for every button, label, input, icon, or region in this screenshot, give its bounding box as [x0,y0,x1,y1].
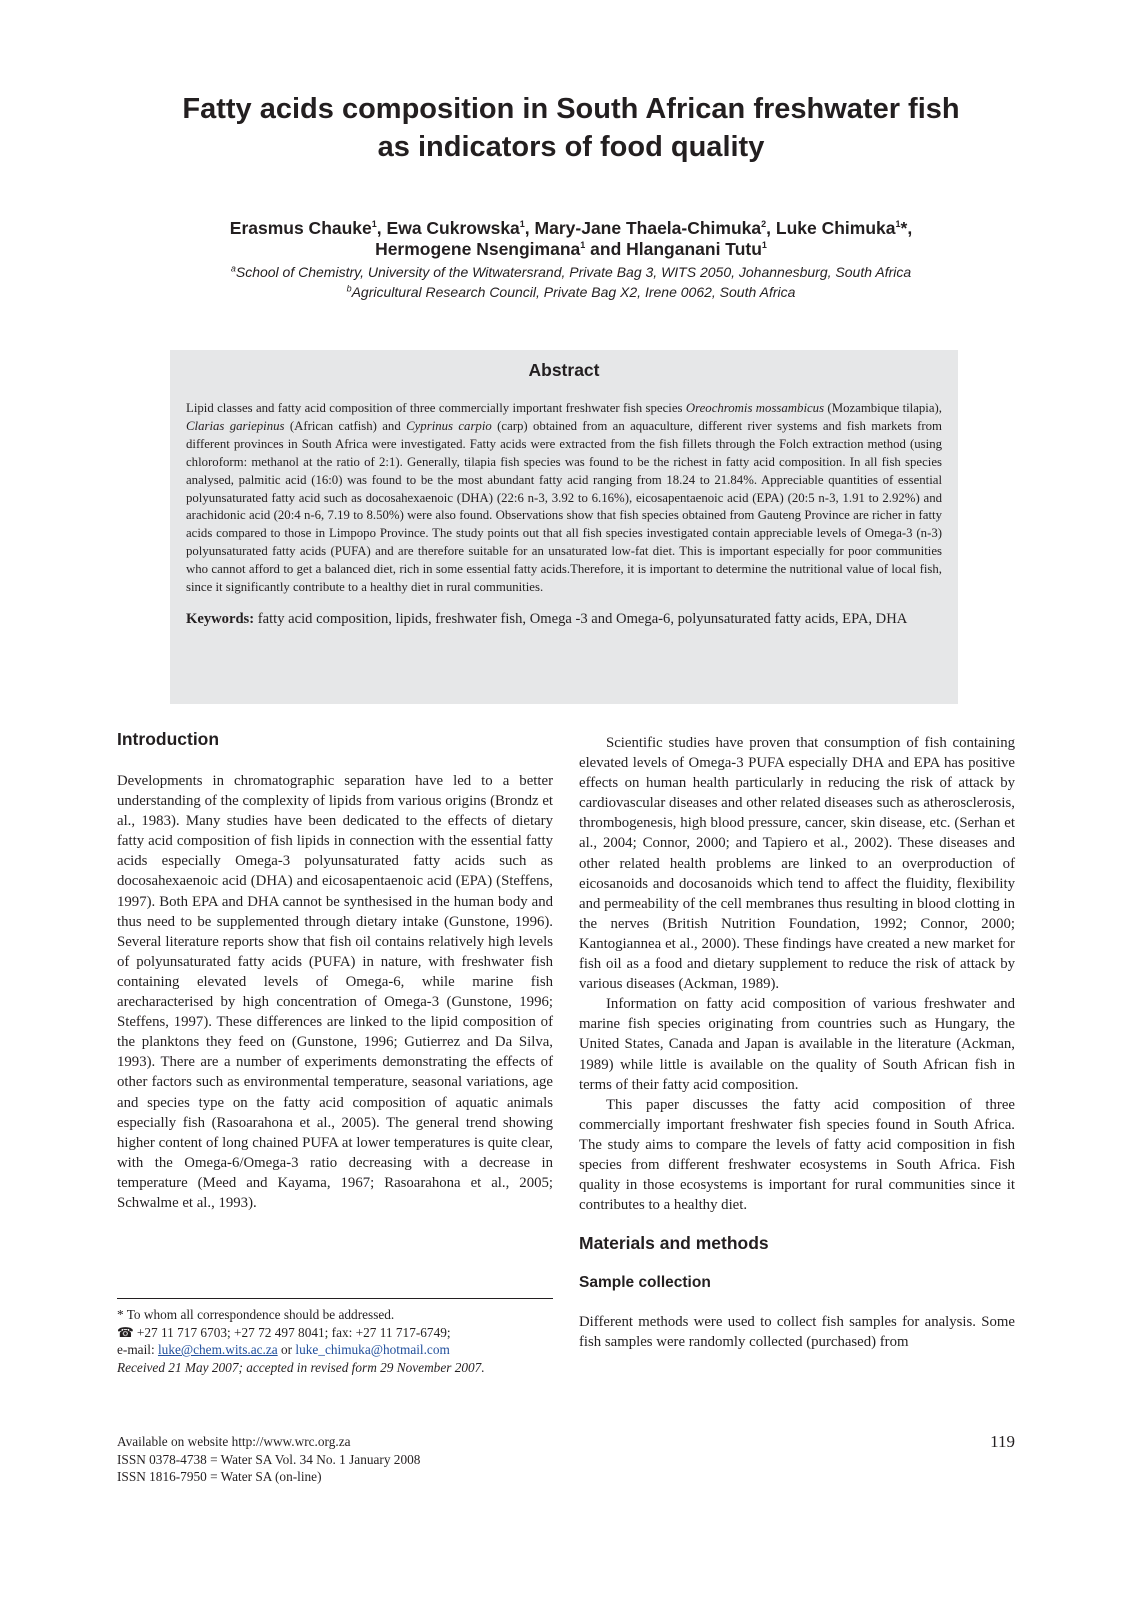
affiliation-text: School of Chemistry, University of the Witwatersrand, Private Bag 3, WITS 2050, Johannesburg, South Africa [235,264,912,280]
received-date: Received 21 May 2007; accepted in revised form 29 November 2007. [117,1359,485,1375]
methods-paragraph: Different methods were used to collect fish samples for analysis. Some fish samples were randomly collected (purchased) from [579,1314,1015,1351]
author-affiliation-mark: 1 [580,240,586,251]
title-line-2: as indicators of food quality [377,131,765,163]
affiliation-item [116,282,1026,302]
abstract-text: (carp) obtained from an aquaculture, different river systems and fish markets from different provinces in South Africa were investigated. Fatty acids were extracted from the fish fillets through the Folch extraction method (using chloroform: methanol at the ratio of 2:1). Generally, tilapia fish species was found to be the richest in fatty acid composition. In all fish species analysed, palmitic acid (16:0) was found to be the most abundant fatty acid ranging from 18.24 to 21.84%. Appreciable quantities of essential polyunsaturated fatty acid such as docosahexaenoic (DHA) (22:6 n-3, 3.92 to 6.16%), eicosapentaenoic acid (EPA) (20:5 n-3, 1.91 to 2.92%) and arachidonic acid (20:4 n-6, 7.19 to 8.50%) were also found. Observations show that fish species obtained from Gauteng Province are richer in fatty acids compared to those in Limpopo Province. The study points out that all fish species investigated contain appreciable levels of Omega-3 (n-3) polyunsaturated fatty acids (PUFA) and are therefore suitable for an unsaturated low-fat diet. This is important especially for poor communities who cannot afford to get a balanced diet, rich in some essential fatty acids.Therefore, it is important to determine the nutritional value of local fish, since it significantly contribute to a healthy diet in rural communities. [186,418,942,595]
abstract-text: (African catfish) and [284,418,407,433]
abstract-text: Lipid classes and fatty acid composition of three commercially important freshwater fish species [186,401,686,415]
methods-heading: Materials and methods [579,1233,769,1254]
author-name: Mary-Jane Thaela-Chimuka [534,218,762,238]
author-list [116,218,1026,260]
left-column [117,728,553,1213]
footer-issn-print: ISSN 0378-4738 = Water SA Vol. 34 No. 1 January 2008 [117,1451,421,1467]
affiliation-item [116,262,1026,282]
footer-issn-online: ISSN 1816-7950 = Water SA (on-line) [117,1469,322,1484]
introduction-paragraph: This paper discusses the fatty acid composition of three commercially important freshwater fish species found in South Africa. The study aims to compare the levels of fatty acid composition in fish species from different freshwater ecosystems in South Africa. Fish quality in those ecosystems is important for rural communities since it contributes to a healthy diet. [579,1096,1015,1214]
affiliation-list [116,262,1026,302]
author-separator: , [766,218,776,238]
author-name: Hlanganani Tutu [626,239,762,259]
abstract-box [170,350,958,704]
footnote-divider [117,1298,553,1299]
page-number: 119 [990,1432,1015,1451]
author-line-1 [116,218,1026,239]
author-separator: , [524,218,535,238]
author-affiliation-mark: 1 [371,219,377,230]
affiliation-mark: b [346,283,352,294]
species-name: Oreochromis mossambicus [685,401,825,415]
author-affiliation-mark: 1 [519,219,525,230]
abstract-text: (Mozambique tilapia), [824,401,943,415]
author-affiliation-mark: 1 [895,219,901,230]
email-separator: or [277,1342,296,1358]
affiliation-mark: a [230,263,236,274]
author-affiliation-mark: 1 [761,240,767,251]
introduction-heading: Introduction [117,729,220,749]
author-name: Hermogene Nsengimana [375,239,581,259]
abstract-body [186,400,942,597]
footnote-phone [117,1324,553,1342]
keywords-text: fatty acid composition, lipids, freshwater fish, Omega -3 and Omega-6, polyunsaturated fatty acids, EPA, DHA [254,610,908,627]
right-column [579,733,1015,1352]
abstract-heading: Abstract [528,360,600,380]
telephone-icon: ☎ [117,1324,134,1340]
sample-collection-heading: Sample collection [579,1274,711,1292]
paper-title [116,90,1026,166]
author-separator: , [907,218,913,238]
email-prefix: e-mail: [117,1342,158,1358]
title-line-1: Fatty acids composition in South African freshwater fish [182,93,960,125]
correspondence-footnote [117,1306,553,1376]
author-name: Ewa Cukrowska [386,218,520,238]
keywords [186,609,942,630]
introduction-paragraph: Scientific studies have proven that consumption of fish containing elevated levels of Omega-3 PUFA especially DHA and EPA has positive effects on human health particularly in reducing the risk of attack by cardiovascular diseases and other related diseases such as atherosclerosis, thrombogenesis, high blood pressure, cancer, skin disease, etc. (Serhan et al., 2004; Connor, 2000; and Tapiero et al., 2002). These diseases and other related health problems are linked to an overproduction of eicosanoids and docosanoids which tend to affect the fluidity, flexibility and permeability of the cell membranes thus resulting in blood clotting in the nerves (British Nutrition Foundation, 1992; Connor, 2000; Kantogiannea et al., 2000). These findings have created a new market for fish oil as a food and dietary supplement to reduce the risk of attack by various diseases (Ackman, 1989). [579,735,1015,993]
author-separator: , [376,218,387,238]
species-name: Cyprinus carpio [406,418,492,433]
corresponding-author-mark: * [900,218,908,238]
author-line-2 [116,239,1026,260]
introduction-paragraph: Developments in chromatographic separation have led to a better understanding of the complexity of lipids from various origins (Brondz et al., 1983). Many studies have been dedicated to the effects of dietary fatty acid composition of fish lipids in connection with the essential fatty acids especially Omega-3 polyunsaturated fatty acids such as docosahexaenoic acid (DHA) and eicosapentaenoic acid (EPA) (Steffens, 1997). Both EPA and DHA cannot be synthesised in the human body and thus need to be supplemented through dietary intake (Gunstone, 1996). Several literature reports show that fish oil contains relatively high levels of polyunsaturated fatty acids (PUFA) in nature, with freshwater fish containing elevated levels of Omega-6, while marine fish arecharacterised by high concentration of Omega-3 (Gunstone, 1996; Steffens, 1997). These differences are linked to the lipid composition of the planktons they feed on (Gunstone, 1996; Gutierrez and Da Silva, 1993). There are a number of experiments demonstrating the effects of other factors such as environmental temperature, seasonal variations, age and species type on the fatty acid composition of aquatic animals especially fish (Rasoarahona et al., 2005). The general trend showing higher content of long chained PUFA at lower temperatures is quite clear, with the Omega-6/Omega-3 ratio decreasing with a decrease in temperature (Meed and Kayama, 1967; Rasoarahona et al., 2005; Schwalme et al., 1993). [117,773,553,1211]
affiliation-text: Agricultural Research Council, Private Bag X2, Irene 0062, South Africa [351,284,796,300]
author-conjunction: and [585,239,627,259]
email-secondary: luke_chimuka@hotmail.com [295,1342,450,1358]
species-name: Clarias gariepinus [186,418,285,433]
page-footer [117,1433,717,1486]
author-name: Luke Chimuka [775,218,896,238]
footnote-email [117,1341,553,1359]
keywords-label: Keywords: [186,610,255,627]
author-affiliation-mark: 2 [761,219,767,230]
author-name: Erasmus Chauke [229,218,372,238]
introduction-paragraph: Information on fatty acid composition of various freshwater and marine fish species originating from countries such as Hungary, the United States, Canada and Japan is available in the literature (Ackman, 1989) while little is available on the quality of South African fish in terms of their fatty acid composition. [579,996,1015,1093]
footnote-correspondence: * To whom all correspondence should be addressed. [117,1307,395,1322]
phone-numbers: +27 11 717 6703; +27 72 497 8041; fax: +27 11 717-6749; [133,1324,451,1340]
email-link-primary[interactable]: luke@chem.wits.ac.za [157,1342,278,1358]
footer-website: Available on website http://www.wrc.org.za [117,1434,351,1449]
